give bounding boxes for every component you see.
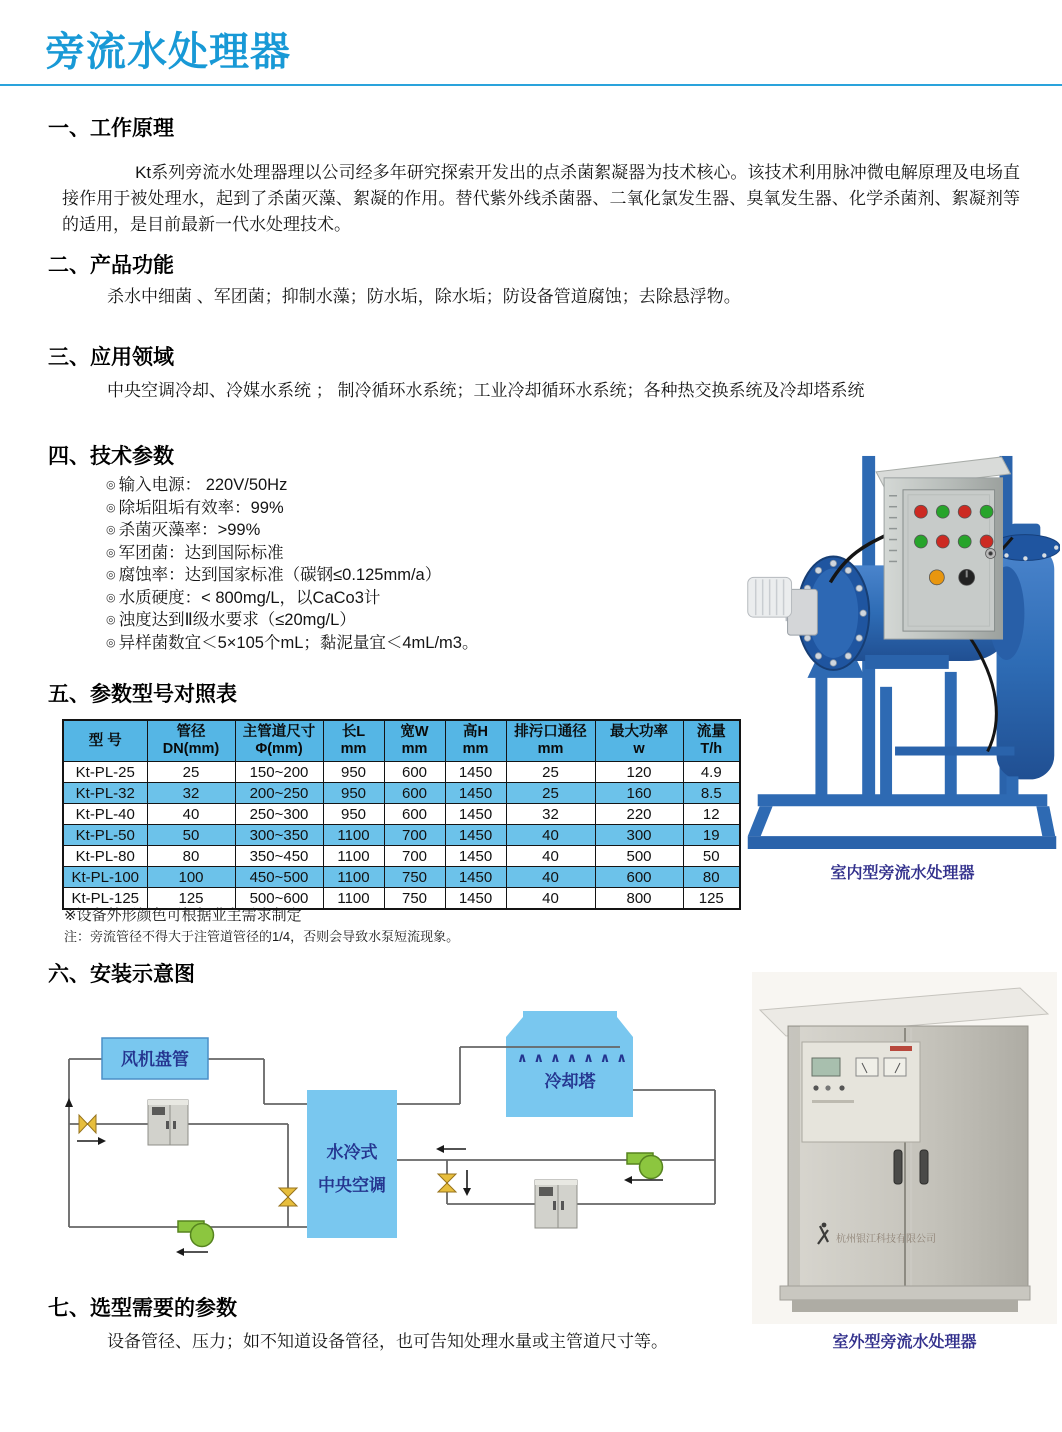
table-cell: 25 <box>147 762 235 783</box>
valve-icon-left <box>79 1115 96 1133</box>
table-cell: 100 <box>147 867 235 888</box>
table-cell: 700 <box>384 825 445 846</box>
spec-col-header: 最大功率 w <box>595 720 683 762</box>
table-cell: 600 <box>595 867 683 888</box>
table-cell: 1100 <box>323 888 384 910</box>
tech-parameter-item <box>106 542 478 565</box>
spec-col-header: 主管道尺寸 Φ(mm) <box>235 720 323 762</box>
table-cell: 300 <box>595 825 683 846</box>
table-cell: 800 <box>595 888 683 910</box>
technical-parameters-list <box>106 474 478 654</box>
table-cell: 250~300 <box>235 804 323 825</box>
tech-parameter-text: 除垢阻垢有效率：99% <box>118 498 284 517</box>
table-cell: 125 <box>147 888 235 910</box>
table-cell: 12 <box>683 804 740 825</box>
table-cell: Kt-PL-40 <box>63 804 147 825</box>
table-cell: 450~500 <box>235 867 323 888</box>
table-cell: 220 <box>595 804 683 825</box>
spec-col-header: 流量 T/h <box>683 720 740 762</box>
table-cell: 40 <box>506 888 595 910</box>
table-cell: 1450 <box>445 762 506 783</box>
table-cell: Kt-PL-80 <box>63 846 147 867</box>
table-cell: 750 <box>384 867 445 888</box>
tech-parameter-text: 杀菌灭藻率：>99% <box>118 521 261 539</box>
table-cell: 1100 <box>323 825 384 846</box>
table-cell: Kt-PL-125 <box>63 888 147 910</box>
bypass-unit-icon-left <box>148 1100 188 1145</box>
fan-coil-box <box>102 1038 208 1079</box>
bullet-icon: ◎ <box>106 636 116 649</box>
table-row <box>63 825 740 846</box>
bypass-unit-icon-right <box>535 1180 577 1228</box>
cooling-tower-label: 冷却塔 <box>544 1072 596 1091</box>
spec-col-header: 高H mm <box>445 720 506 762</box>
tech-parameter-text: 腐蚀率：达到国家标准（碳钢≤0.125mm/a） <box>118 566 442 584</box>
working-principle-text: Kt系列旁流水处理器理以公司经多年研究探索开发出的点杀菌絮凝器为技术核心。该技术利用脉冲微电解原理及电场直接作用于被处理水，起到了杀菌灭藻、絮凝的作用。替代紫外线杀菌器、二氧化氯发生器、臭氧发生器、化学杀菌剂、絮凝剂等的适用，是目前最新一代水处理技术。 <box>62 163 1020 234</box>
selection-text: 设备管径、压力；如不知道设备管径，也可告知处理水量或主管道尺寸等。 <box>107 1332 668 1351</box>
valve-icon-right <box>438 1174 456 1192</box>
outdoor-cabinet <box>760 988 1048 1312</box>
table-cell: 4.9 <box>683 762 740 783</box>
valve-icon-center <box>279 1188 297 1206</box>
table-cell: 1450 <box>445 783 506 804</box>
section-heading-selection: 七、选型需要的参数 <box>48 1297 237 1320</box>
section-heading-application-fields: 三、应用领域 <box>48 346 174 369</box>
bullet-icon: ◎ <box>106 479 116 491</box>
control-box <box>876 457 1010 639</box>
table-cell: 1450 <box>445 846 506 867</box>
chiller-label-2: 中央空调 <box>318 1176 386 1195</box>
table-cell: 40 <box>506 846 595 867</box>
table-cell: 125 <box>683 888 740 910</box>
table-row <box>63 762 740 783</box>
tech-parameter-item <box>106 632 478 655</box>
table-cell: Kt-PL-25 <box>63 762 147 783</box>
table-cell: 50 <box>147 825 235 846</box>
table-row <box>63 867 740 888</box>
table-cell: 750 <box>384 888 445 910</box>
table-cell: 120 <box>595 762 683 783</box>
table-note-pipe: 注：旁流管径不得大于注管道管径的1/4，否则会导致水泵短流现象。 <box>64 929 460 944</box>
table-cell: 25 <box>506 783 595 804</box>
table-cell: 600 <box>384 804 445 825</box>
table-note-color: ※设备外形颜色可根据业主需求制定 <box>64 907 302 924</box>
spec-col-header: 排污口通径 mm <box>506 720 595 762</box>
table-cell: Kt-PL-100 <box>63 867 147 888</box>
table-cell: 50 <box>683 846 740 867</box>
tech-parameter-item <box>106 609 478 632</box>
table-cell: 700 <box>384 846 445 867</box>
table-cell: 1100 <box>323 846 384 867</box>
tech-parameter-text: 浊度达到Ⅱ级水要求（≤20mg/L） <box>118 611 356 629</box>
spec-col-header: 长L mm <box>323 720 384 762</box>
bullet-icon: ◎ <box>106 614 116 626</box>
tech-parameter-item <box>106 474 478 497</box>
tech-parameter-text: 军团菌：达到国际标准 <box>118 543 284 562</box>
tech-parameter-item <box>106 587 478 610</box>
section-heading-installation: 六、安装示意图 <box>48 963 195 986</box>
tech-parameter-item <box>106 564 478 587</box>
outdoor-control-panel <box>802 1042 920 1142</box>
model-spec-table <box>62 719 741 910</box>
installation-diagram <box>40 995 740 1285</box>
table-cell: Kt-PL-32 <box>63 783 147 804</box>
table-cell: 80 <box>683 867 740 888</box>
bullet-icon: ◎ <box>106 569 116 581</box>
table-row <box>63 783 740 804</box>
pump-icon-right <box>627 1153 663 1179</box>
page-title: 旁流水处理器 <box>45 30 291 74</box>
spec-col-header: 管径 DN(mm) <box>147 720 235 762</box>
table-row <box>63 846 740 867</box>
pump-icon-left <box>178 1221 214 1247</box>
table-cell: 950 <box>323 762 384 783</box>
section-heading-product-functions: 二、产品功能 <box>48 254 174 277</box>
table-cell: 600 <box>384 783 445 804</box>
table-cell: 160 <box>595 783 683 804</box>
tech-parameter-item <box>106 497 478 520</box>
table-cell: 200~250 <box>235 783 323 804</box>
table-cell: 40 <box>506 867 595 888</box>
bullet-icon: ◎ <box>106 546 116 559</box>
outdoor-unit-photo <box>752 972 1057 1324</box>
table-cell: 19 <box>683 825 740 846</box>
table-cell: 32 <box>506 804 595 825</box>
table-cell: 500 <box>595 846 683 867</box>
table-cell: 1450 <box>445 888 506 910</box>
chiller-label-1: 水冷式 <box>326 1143 378 1162</box>
application-fields-text: 中央空调冷却、冷媒水系统 ； 制冷循环水系统；工业冷却循环水系统；各种热交换系统及冷却塔系统 <box>107 381 865 400</box>
table-cell: 950 <box>323 783 384 804</box>
outdoor-unit-caption: 室外型旁流水处理器 <box>832 1334 977 1351</box>
table-cell: 150~200 <box>235 762 323 783</box>
table-cell: 600 <box>384 762 445 783</box>
section-heading-working-principle: 一、工作原理 <box>48 117 174 140</box>
cooling-tower <box>460 1011 633 1117</box>
table-cell: 40 <box>147 804 235 825</box>
tech-parameter-text: 异样菌数宜＜5×105个mL；黏泥量宜＜4mL/m3。 <box>118 633 479 652</box>
table-cell: 950 <box>323 804 384 825</box>
table-cell: 8.5 <box>683 783 740 804</box>
table-cell: 300~350 <box>235 825 323 846</box>
indoor-unit-photo <box>745 448 1060 858</box>
bullet-icon: ◎ <box>106 524 116 536</box>
table-cell: 40 <box>506 825 595 846</box>
table-cell: 1450 <box>445 804 506 825</box>
tech-parameter-item <box>106 519 478 542</box>
section-heading-technical-parameters: 四、技术参数 <box>48 445 174 468</box>
tower-vents: ∧∧∧∧∧∧∧ <box>517 1050 633 1065</box>
table-cell: Kt-PL-50 <box>63 825 147 846</box>
table-cell: 1450 <box>445 825 506 846</box>
product-functions-text: 杀水中细菌 、军团菌；抑制水藻；防水垢，除水垢；防设备管道腐蚀；去除悬浮物。 <box>107 287 741 306</box>
tech-parameter-text: 输入电源： 220V/50Hz <box>118 476 288 494</box>
table-cell: 1100 <box>323 867 384 888</box>
tech-parameter-text: 水质硬度：< 800mg/L，以CaCo3计 <box>118 588 381 607</box>
bullet-icon: ◎ <box>106 591 116 604</box>
table-row <box>63 804 740 825</box>
table-cell: 1450 <box>445 867 506 888</box>
title-underline <box>0 84 1062 86</box>
spec-table-body <box>63 762 740 910</box>
spec-col-header: 型 号 <box>63 720 147 762</box>
chiller-box <box>307 1090 397 1238</box>
spec-col-header: 宽W mm <box>384 720 445 762</box>
table-cell: 32 <box>147 783 235 804</box>
bullet-icon: ◎ <box>106 501 116 514</box>
table-cell: 350~450 <box>235 846 323 867</box>
table-cell: 25 <box>506 762 595 783</box>
brand-text: 杭州银江科技有限公司 <box>836 1234 936 1245</box>
indoor-unit-caption: 室内型旁流水处理器 <box>830 865 975 882</box>
section-heading-model-table: 五、参数型号对照表 <box>48 683 237 706</box>
table-cell: 80 <box>147 846 235 867</box>
fan-coil-label: 风机盘管 <box>121 1050 189 1069</box>
spec-table-head-row <box>63 720 740 762</box>
table-cell: 500~600 <box>235 888 323 910</box>
